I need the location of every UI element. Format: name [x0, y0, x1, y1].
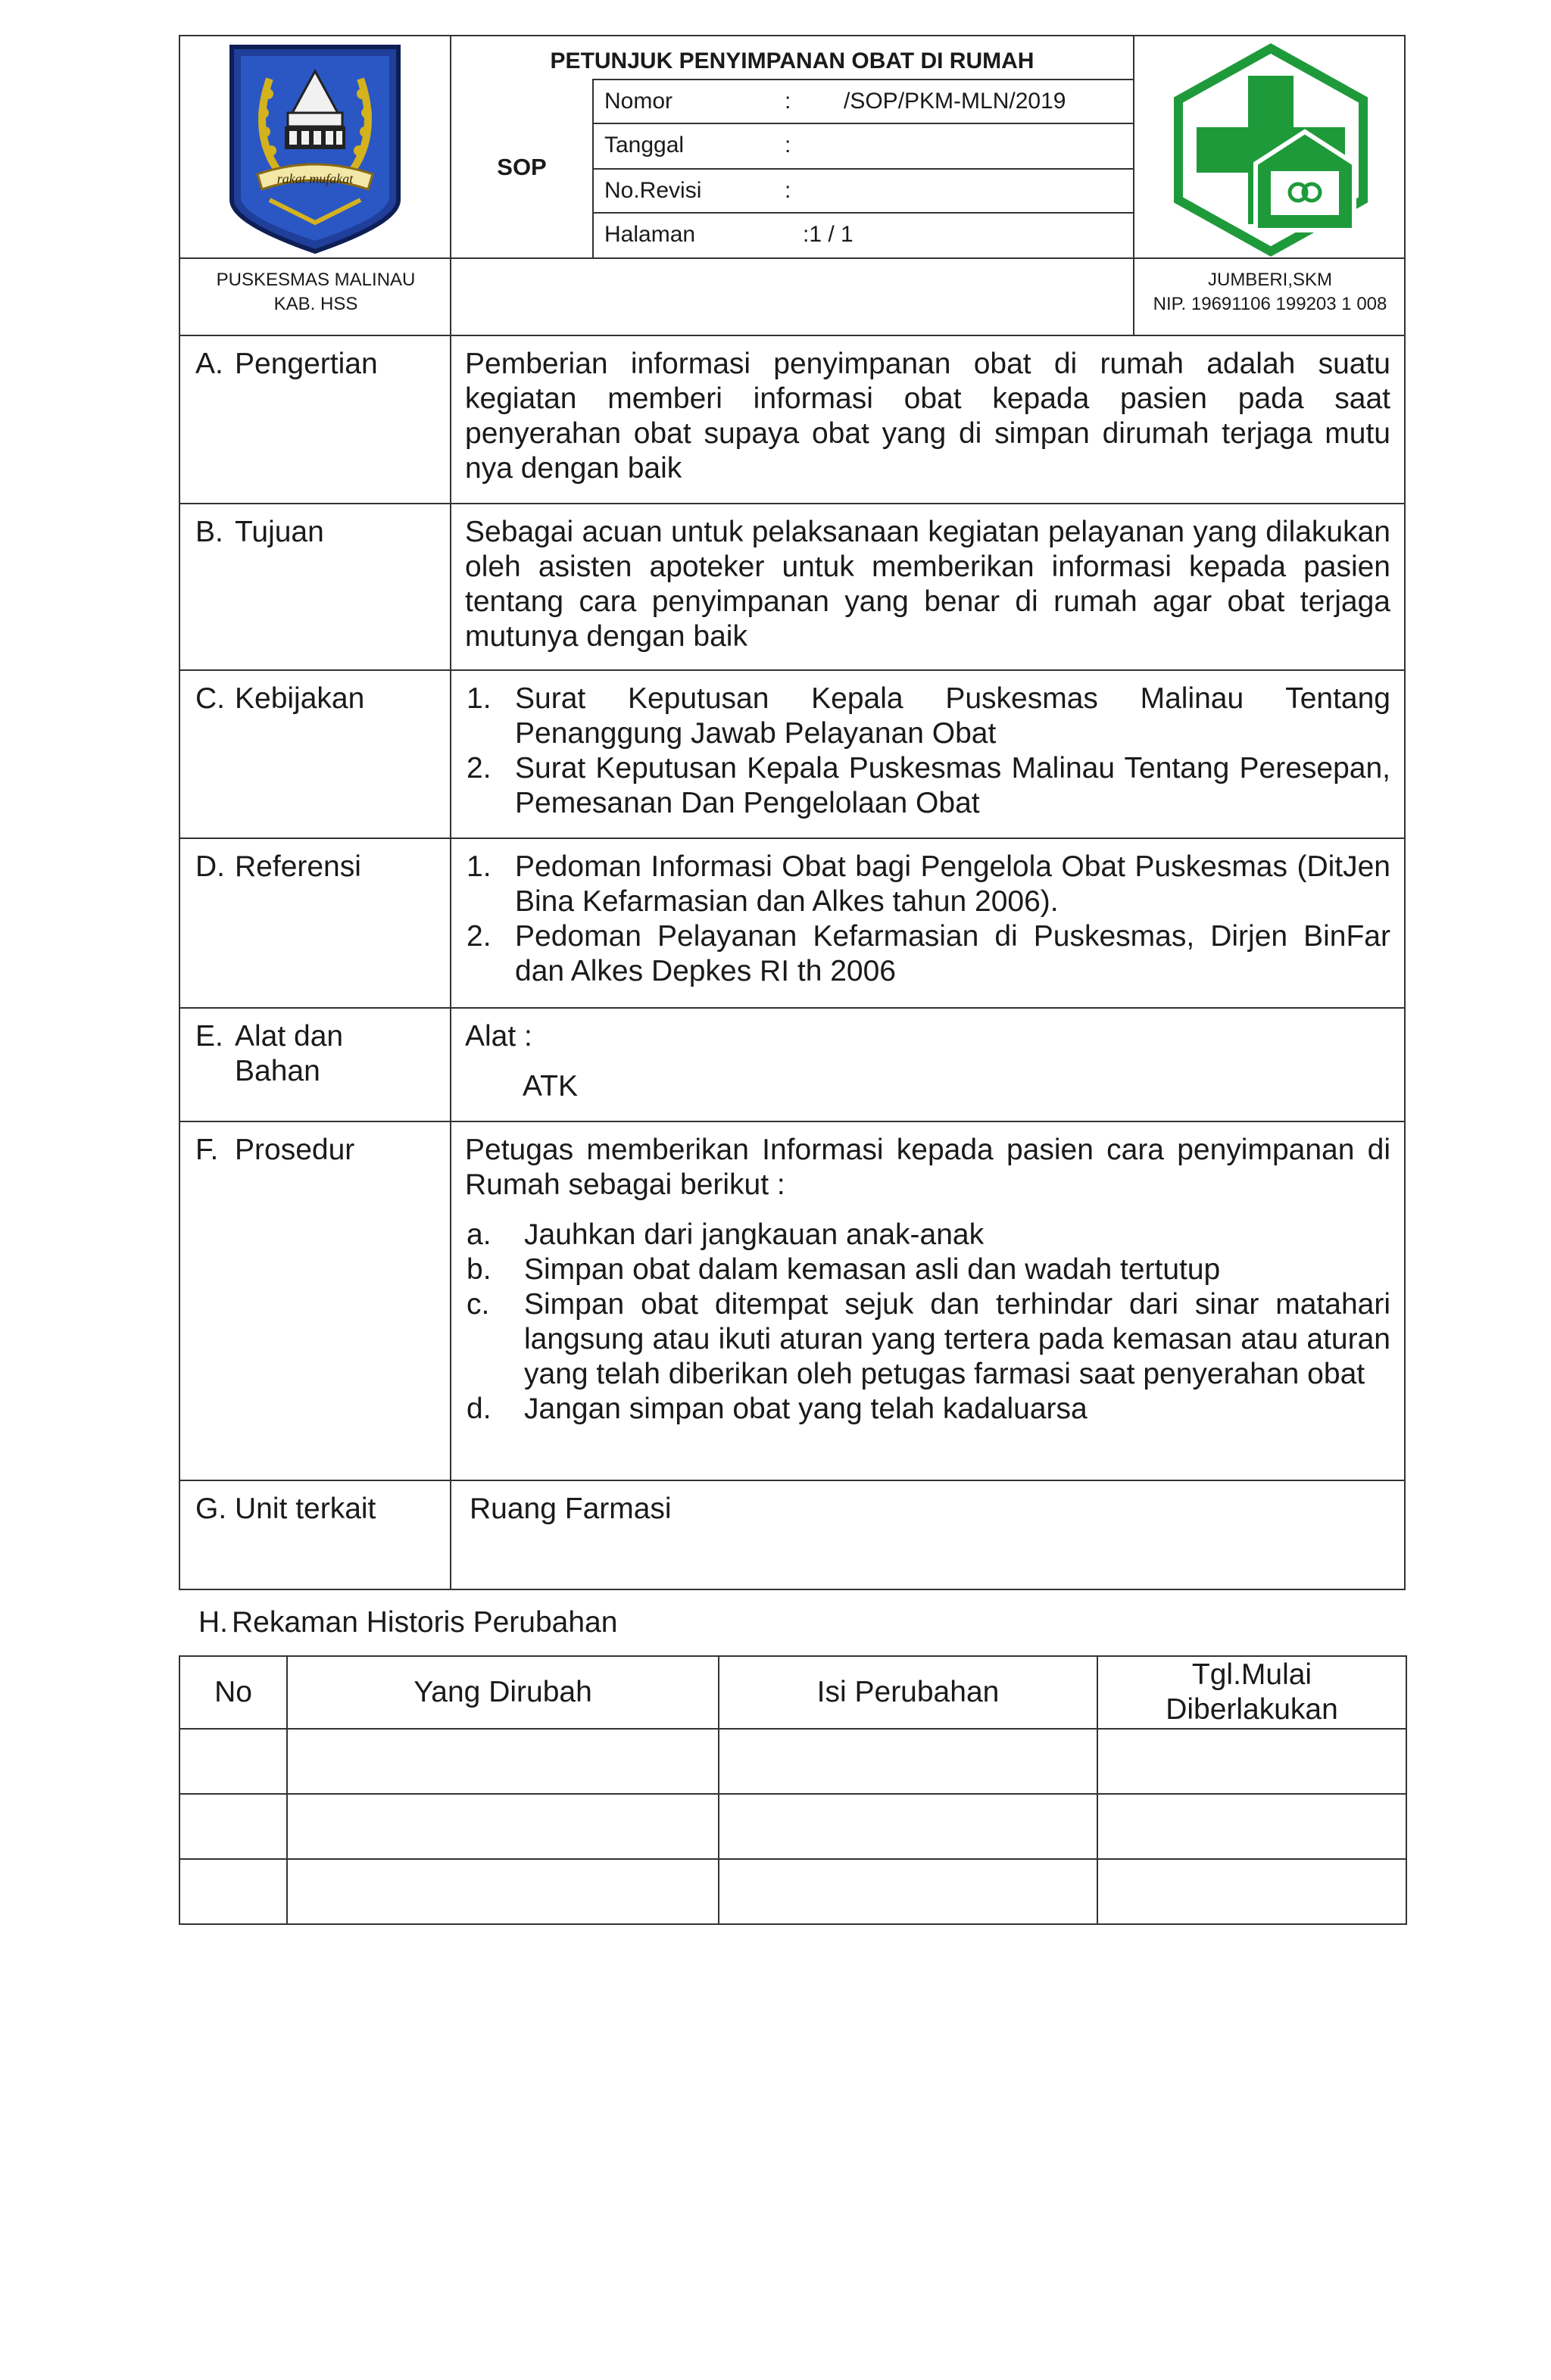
section-label: A. Pengertian: [195, 348, 378, 380]
meta-value: /SOP/PKM-MLN/2019: [844, 89, 1066, 114]
meta-label: Halaman: [604, 222, 696, 247]
puskesmas-logo-icon: [1165, 42, 1377, 257]
list-item: 1. Pedoman Informasi Obat bagi Pengelola Obat Puskesmas (DitJen Bina Kefarmasian dan Alkes tahun 2006).: [467, 850, 1390, 918]
policy-list: [465, 682, 1390, 821]
section-label: B. Tujuan: [195, 516, 324, 548]
section-label: D. Referensi: [195, 850, 361, 883]
meta-colon: :: [785, 133, 791, 158]
list-item: 1. Surat Keputusan Kepala Puskesmas Malinau Tentang Penanggung Jawab Pelayanan Obat: [467, 682, 1390, 750]
column-header: Yang Dirubah: [287, 1656, 719, 1729]
column-header: Isi Perubahan: [719, 1656, 1097, 1729]
meta-label: Tanggal: [604, 133, 685, 158]
sop-label: SOP: [497, 154, 547, 180]
list-item: a. Jauhkan dari jangkauan anak-anak: [467, 1218, 985, 1251]
document-header: [179, 35, 1406, 336]
column-header: Tgl.Mulai Diberlakukan: [1097, 1656, 1406, 1729]
section-referensi: [179, 839, 1406, 1009]
institution-line1: PUSKESMAS MALINAU: [216, 270, 416, 290]
history-title: H. Rekaman Historis Perubahan: [198, 1606, 618, 1639]
section-label: F. Prosedur: [195, 1134, 355, 1166]
section-text: [465, 1133, 1390, 1427]
document-title: PETUNJUK PENYIMPANAN OBAT DI RUMAH: [550, 48, 1035, 73]
table-row: [179, 1794, 1406, 1859]
regency-emblem-icon: [224, 41, 406, 256]
table-header-row: [179, 1656, 1406, 1729]
section-tujuan: [179, 504, 1406, 671]
meta-colon: :: [785, 89, 791, 114]
list-item: d. Jangan simpan obat yang telah kadaluarsa: [467, 1393, 1088, 1425]
section-text: Sebagai acuan untuk pelaksanaan kegiatan pelayanan yang dilakukan oleh asisten apoteker untuk memberikan informasi kepada pasien tentang cara penyimpanan yang benar di rumah agar obat terjaga mutunya dengan baik: [465, 516, 1390, 653]
section-label: C. Kebijakan: [195, 682, 365, 715]
meta-halaman: [604, 214, 1134, 256]
meta-tanggal: [604, 124, 1134, 167]
reference-list: [465, 850, 1390, 989]
signer-name: JUMBERI,SKM: [1207, 270, 1332, 290]
list-item: 2. Surat Keputusan Kepala Puskesmas Malinau Tentang Peresepan, Pemesanan Dan Pengelolaan Obat: [467, 752, 1390, 819]
svg-text:rakat mufakat: rakat mufakat: [276, 171, 354, 186]
column-header: No: [179, 1656, 287, 1729]
section-prosedur: [179, 1122, 1406, 1481]
meta-label: Nomor: [604, 89, 673, 114]
section-text: [465, 1019, 1390, 1104]
section-alat-bahan: [179, 1009, 1406, 1122]
section-kebijakan: [179, 671, 1406, 839]
list-item: c. Simpan obat ditempat sejuk dan terhindar dari sinar matahari langsung atau ikuti aturan yang tertera pada kemasan atau aturan yang telah diberikan oleh petugas farmasi saat penyerahan obat: [467, 1288, 1390, 1390]
signer-nip: NIP. 19691106 199203 1 008: [1153, 294, 1387, 314]
list-item: 2. Pedoman Pelayanan Kefarmasian di Puskesmas, Dirjen BinFar dan Alkes Depkes RI th 2006: [467, 920, 1390, 987]
section-unit-terkait: [179, 1481, 1406, 1590]
section-text: Pemberian informasi penyimpanan obat di rumah adalah suatu kegiatan memberi informasi obat kepada pasien pada saat penyerahan obat supaya obat yang di simpan dirumah terjaga mutu nya dengan baik: [465, 348, 1390, 485]
procedure-intro: Petugas memberikan Informasi kepada pasien cara penyimpanan di Rumah sebagai berikut :: [465, 1134, 1390, 1201]
procedure-list: [465, 1218, 1390, 1427]
meta-nomor: [604, 80, 1134, 123]
meta-colon: :: [785, 178, 791, 203]
section-label: E. Alat dan Bahan: [195, 1020, 344, 1087]
meta-colon: :1 / 1: [803, 222, 854, 247]
table-row: [179, 1859, 1406, 1924]
table-row: [179, 1729, 1406, 1794]
section-pengertian: [179, 336, 1406, 504]
list-item: b. Simpan obat dalam kemasan asli dan wadah tertutup: [467, 1253, 1221, 1286]
section-label: G. Unit terkait: [195, 1493, 376, 1525]
alat-item: ATK: [523, 1070, 578, 1103]
signer-block: [1134, 268, 1406, 317]
section-text: Ruang Farmasi: [470, 1493, 672, 1525]
meta-revisi: [604, 170, 1134, 212]
meta-label: No.Revisi: [604, 178, 702, 203]
institution-line2: KAB. HSS: [273, 294, 358, 314]
history-table: [179, 1655, 1407, 1925]
alat-label: Alat :: [465, 1020, 532, 1053]
institution-name: [180, 268, 451, 317]
